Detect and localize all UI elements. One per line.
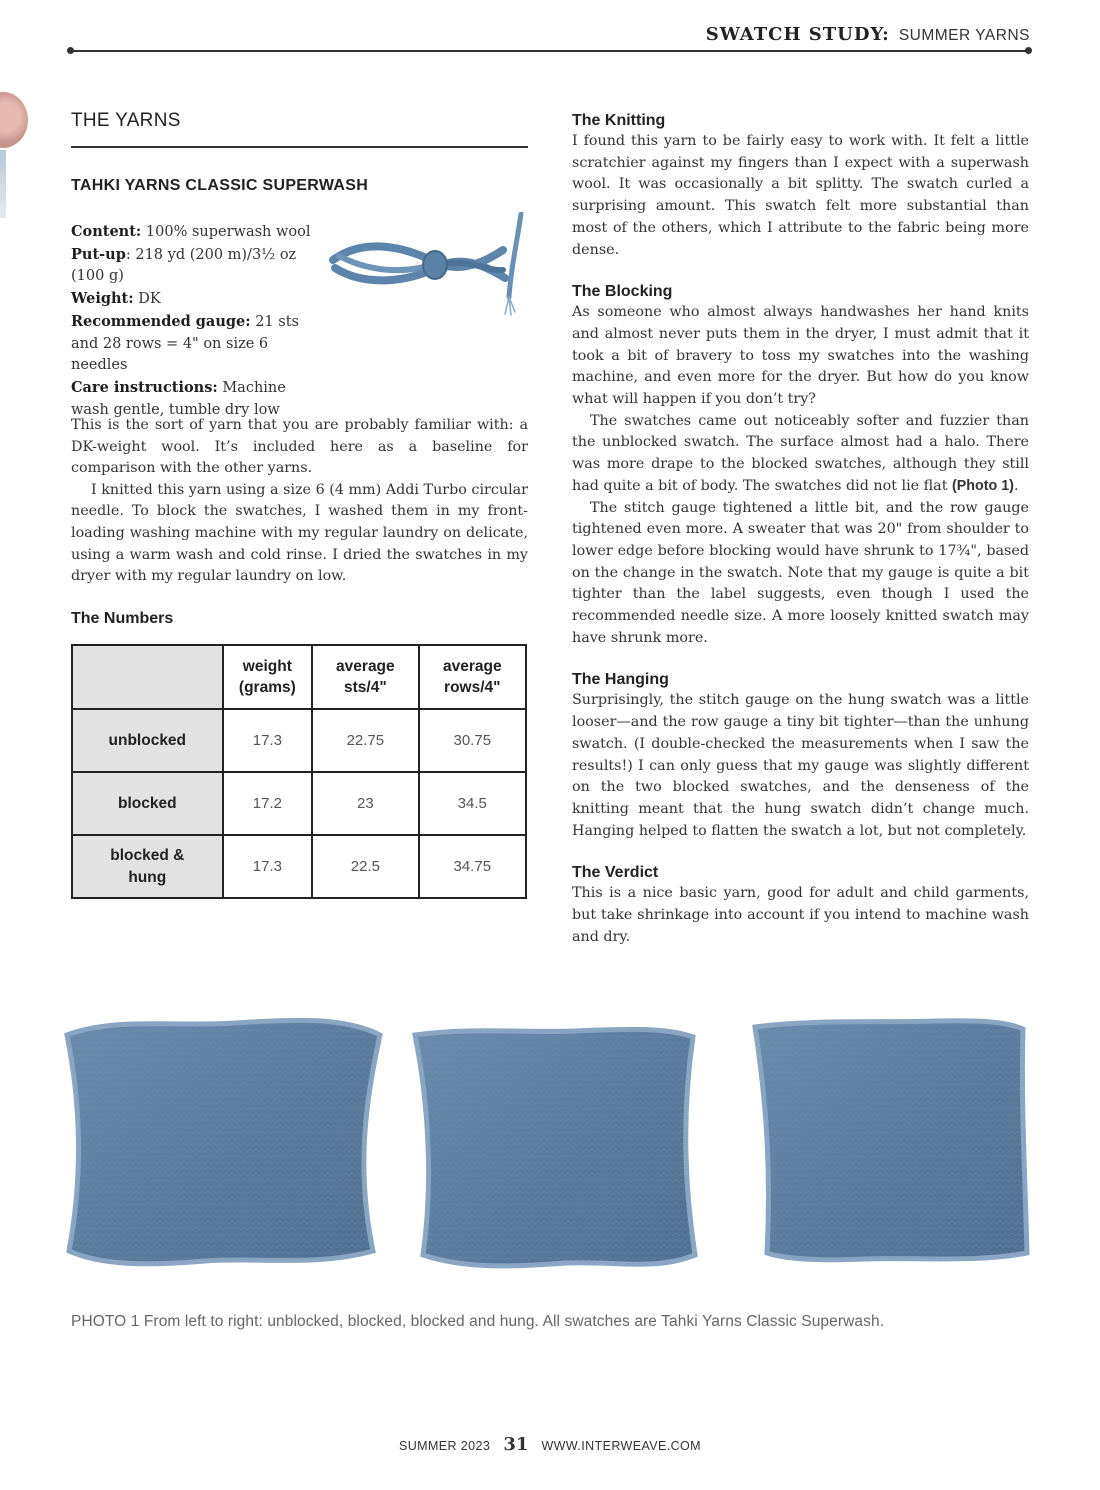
rows-cell: 34.5 <box>419 772 526 835</box>
blocking-paragraph-3: The stitch gauge tightened a little bit, and the row gauge tightened even more. A sweater that was 20" from shoulder to lower edge before blocking would have shrunk to 17¾", based on the change in the swatch. Note that my gauge is quite a bit tighter than the label suggests, even though I used the recommended needle size. A more loosely knitted swatch may have shrunk more. <box>572 499 1029 646</box>
swatch-unblocked <box>67 1020 380 1264</box>
row-label: blocked & hung <box>72 835 223 898</box>
verdict-paragraph: This is a nice basic yarn, good for adult and child garments, but take shrinkage into account if you intend to machine wash and dry. <box>572 885 1029 945</box>
swatch-blocked-and-hung <box>755 1021 1027 1260</box>
column-header: average sts/4" <box>312 645 418 709</box>
section-title: THE YARNS <box>71 110 181 131</box>
stem-decoration <box>0 150 6 218</box>
sts-cell: 22.5 <box>312 835 418 898</box>
table-header-row <box>72 645 526 709</box>
weight-label: Weight: <box>71 290 134 308</box>
rule-dot-right <box>1025 47 1032 54</box>
blocking-paragraph-2-text: The swatches came out noticeably softer and fuzzier than the unblocked swatch. The surface almost had a halo. There was more drape to the blocked swatches, although they still had quite a bit of body. The swatches did not lie flat <box>572 412 1029 494</box>
footer <box>0 1434 1100 1455</box>
topic-title: SUMMER YARNS <box>898 27 1030 44</box>
swatch-blocked <box>415 1029 695 1266</box>
photo-caption: PHOTO 1 From left to right: unblocked, blocked, blocked and hung. All swatches are Tahki Yarns Classic Superwash. <box>71 1313 885 1330</box>
blocking-paragraph-1: As someone who almost always handwashes her hand knits and almost never puts them in the dryer, I must admit that it took a bit of bravery to toss my swatches into the washing machine, and even more for the dryer. But how do you know what will happen if you don’t try? <box>572 304 1029 408</box>
hanging-heading: The Hanging <box>572 671 669 689</box>
photo-reference: (Photo 1) <box>952 477 1014 494</box>
row-label: unblocked <box>72 709 223 772</box>
table-row <box>72 835 526 898</box>
running-head <box>706 24 1030 45</box>
gauge-label: Recommended gauge: <box>71 312 251 330</box>
putup-label: Put-up <box>71 245 126 263</box>
knitting-paragraph: I found this yarn to be fairly easy to work with. It felt a little scratchier against my fingers than I expect with a superwash wool. It was occasionally a bit splitty. The swatch curled a surprising amount. This swatch felt more substantial than most of the others, which I attribute to the fabric being more dense. <box>572 133 1029 258</box>
weight-cell: 17.3 <box>223 835 313 898</box>
rows-cell: 34.75 <box>419 835 526 898</box>
care-value: Machine wash gentle, tumble dry low <box>71 379 286 418</box>
column-header: weight (grams) <box>223 645 313 709</box>
knitting-heading: The Knitting <box>572 112 666 129</box>
table-corner-cell <box>72 645 223 709</box>
weight-value: DK <box>138 291 161 308</box>
putup-value: : 218 yd (200 m)/3½ oz (100 g) <box>71 246 297 285</box>
swatch-photo <box>55 1005 1045 1285</box>
page-number: 31 <box>503 1434 529 1455</box>
yarn-specs <box>71 221 321 421</box>
header-rule <box>70 50 1028 52</box>
yarn-name: TAHKI YARNS CLASSIC SUPERWASH <box>71 177 369 194</box>
yarn-skein-image <box>325 212 540 322</box>
intro-text <box>71 415 528 588</box>
numbers-table <box>71 644 527 899</box>
sts-cell: 23 <box>312 772 418 835</box>
hanging-paragraph: Surprisingly, the stitch gauge on the hung swatch was a little looser—and the row gauge a tiny bit tighter—than the unhung swatch. (I double-checked the measurements when I saw the results!) I can only guess that my gauge was slightly different on the two blocked swatches, and the denseness of the knitting meant that the hung swatch didn’t change much. Hanging helped to flatten the swatch a lot, but not completely. <box>572 692 1029 839</box>
gauge-value: 21 sts and 28 rows = 4" on size 6 needles <box>71 313 299 374</box>
weight-cell: 17.2 <box>223 772 313 835</box>
issue-label: SUMMER 2023 <box>398 1439 491 1453</box>
column-header: average rows/4" <box>419 645 526 709</box>
table-row <box>72 772 526 835</box>
series-title: SWATCH STUDY: <box>705 24 890 45</box>
weight-cell: 17.3 <box>223 709 313 772</box>
right-column <box>572 110 1029 949</box>
website: WWW.INTERWEAVE.COM <box>541 1439 701 1453</box>
numbers-heading: The Numbers <box>71 610 174 627</box>
blocking-paragraph-2 <box>572 411 1029 498</box>
content-label: Content: <box>71 223 142 240</box>
blocking-paragraph-2-end: . <box>1013 477 1019 494</box>
flower-decoration <box>0 92 28 148</box>
sts-cell: 22.75 <box>312 709 418 772</box>
intro-paragraph-2: I knitted this yarn using a size 6 (4 mm) Addi Turbo circular needle. To block the swatches, I washed them in my front-loading washing machine with my regular laundry on delicate, using a warm wash and cold rinse. I dried the swatches in my dryer with my regular laundry on low. <box>71 481 528 585</box>
blocking-heading: The Blocking <box>572 283 673 301</box>
verdict-heading: The Verdict <box>572 864 659 882</box>
content-value: 100% superwash wool <box>145 224 311 240</box>
table-row <box>72 709 526 772</box>
intro-paragraph-1: This is the sort of yarn that you are probably familiar with: a DK-weight wool. It’s included here as a baseline for comparison with the other yarns. <box>71 417 528 477</box>
care-label: Care instructions: <box>71 378 218 396</box>
section-rule <box>71 146 528 148</box>
rule-dot-left <box>67 47 74 54</box>
row-label: blocked <box>72 772 223 835</box>
rows-cell: 30.75 <box>419 709 526 772</box>
